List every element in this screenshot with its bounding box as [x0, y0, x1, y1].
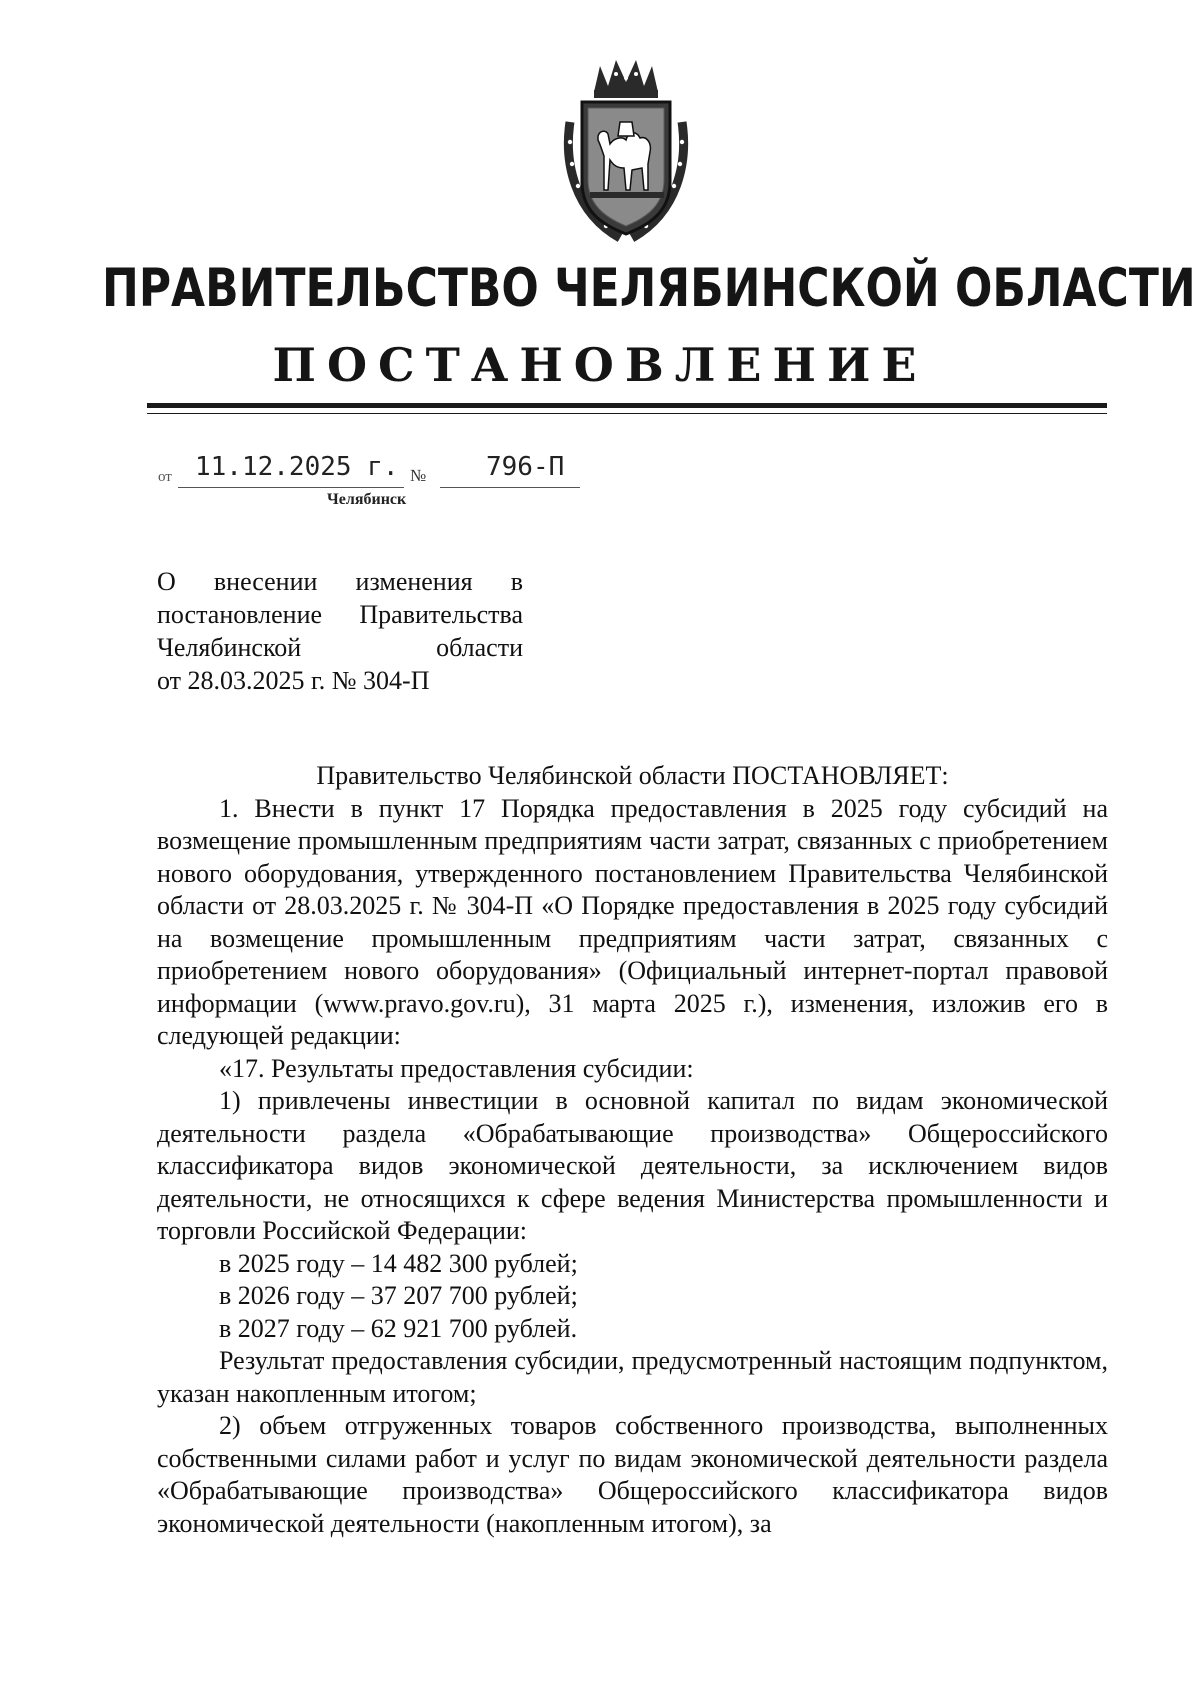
preamble: Правительство Челябинской области ПОСТАНОВЛЯЕТ: — [316, 761, 949, 790]
year-amount-line: в 2025 году – 14 482 300 рублей; — [219, 1248, 578, 1278]
year-amount-line: в 2027 году – 62 921 700 рублей. — [219, 1313, 578, 1343]
organization-title: ПРАВИТЕЛЬСТВО ЧЕЛЯБИНСКОЙ ОБЛАСТИ — [102, 258, 1196, 319]
document-date: 11.12.2025 г. — [195, 452, 399, 482]
document-number: 796-П — [486, 452, 565, 482]
number-underline — [440, 487, 580, 488]
city-name: Челябинск — [327, 491, 407, 508]
number-label: № — [410, 466, 427, 485]
date-underline — [178, 487, 404, 488]
subject-line: постановление Правительства — [157, 600, 523, 629]
paragraph-17-title: «17. Результаты предоставления субсидии: — [219, 1053, 694, 1083]
subject-line: от 28.03.2025 г. № 304-П — [157, 666, 430, 695]
date-label: от — [158, 469, 172, 485]
year-amount-line: в 2026 году – 37 207 700 рублей; — [219, 1281, 578, 1310]
result-note: Результат предоставления субсидии, предусмотренный настоящим подпунктом, указан накопленным итогом; — [157, 1346, 1108, 1408]
document-body — [157, 760, 1108, 1540]
document-type-heading: ПОСТАНОВЛЕНИЕ — [272, 338, 928, 392]
document-subject — [157, 565, 523, 697]
subparagraph-2: 2) объем отгруженных товаров собственного производства, выполненных собственными силами работ и услуг по видам экономической деятельности раздела «Обрабатывающие производства» Общероссийского классификатора видов экономической деятельности (накопленным итогом), за — [157, 1411, 1108, 1538]
subparagraph-1: 1) привлечены инвестиции в основной капитал по видам экономической деятельности раздела «Обрабатывающие производства» Общероссийского классификатора видов экономической деятельности, за исключением видов деятельности, не относящихся к сфере ведения Министерства промышленности и торговли Российской Федерации: — [157, 1086, 1108, 1245]
subject-line: О внесении изменения в — [157, 567, 523, 596]
header-rule-thick — [147, 403, 1107, 408]
paragraph-item-1: 1. Внести в пункт 17 Порядка предоставления в 2025 году субсидий на возмещение промышленным предприятиям части затрат, связанных с приобретением нового оборудования, утвержденного постановлением Правительства Челябинской области от 28.03.2025 г. № 304-П «О Порядке предоставления в 2025 году субсидий на возмещение промышленным предприятиям части затрат, связанных с приобретением нового оборудования» (Официальный интернет-портал правовой информации (www.pravo.gov.ru), 31 марта 2025 г.), изменения, изложив его в следующей редакции: — [157, 793, 1108, 1050]
chelyabinsk-coat-of-arms-icon — [560, 52, 692, 244]
subject-line: Челябинской области — [157, 633, 523, 662]
header-rule-thin — [147, 413, 1107, 414]
